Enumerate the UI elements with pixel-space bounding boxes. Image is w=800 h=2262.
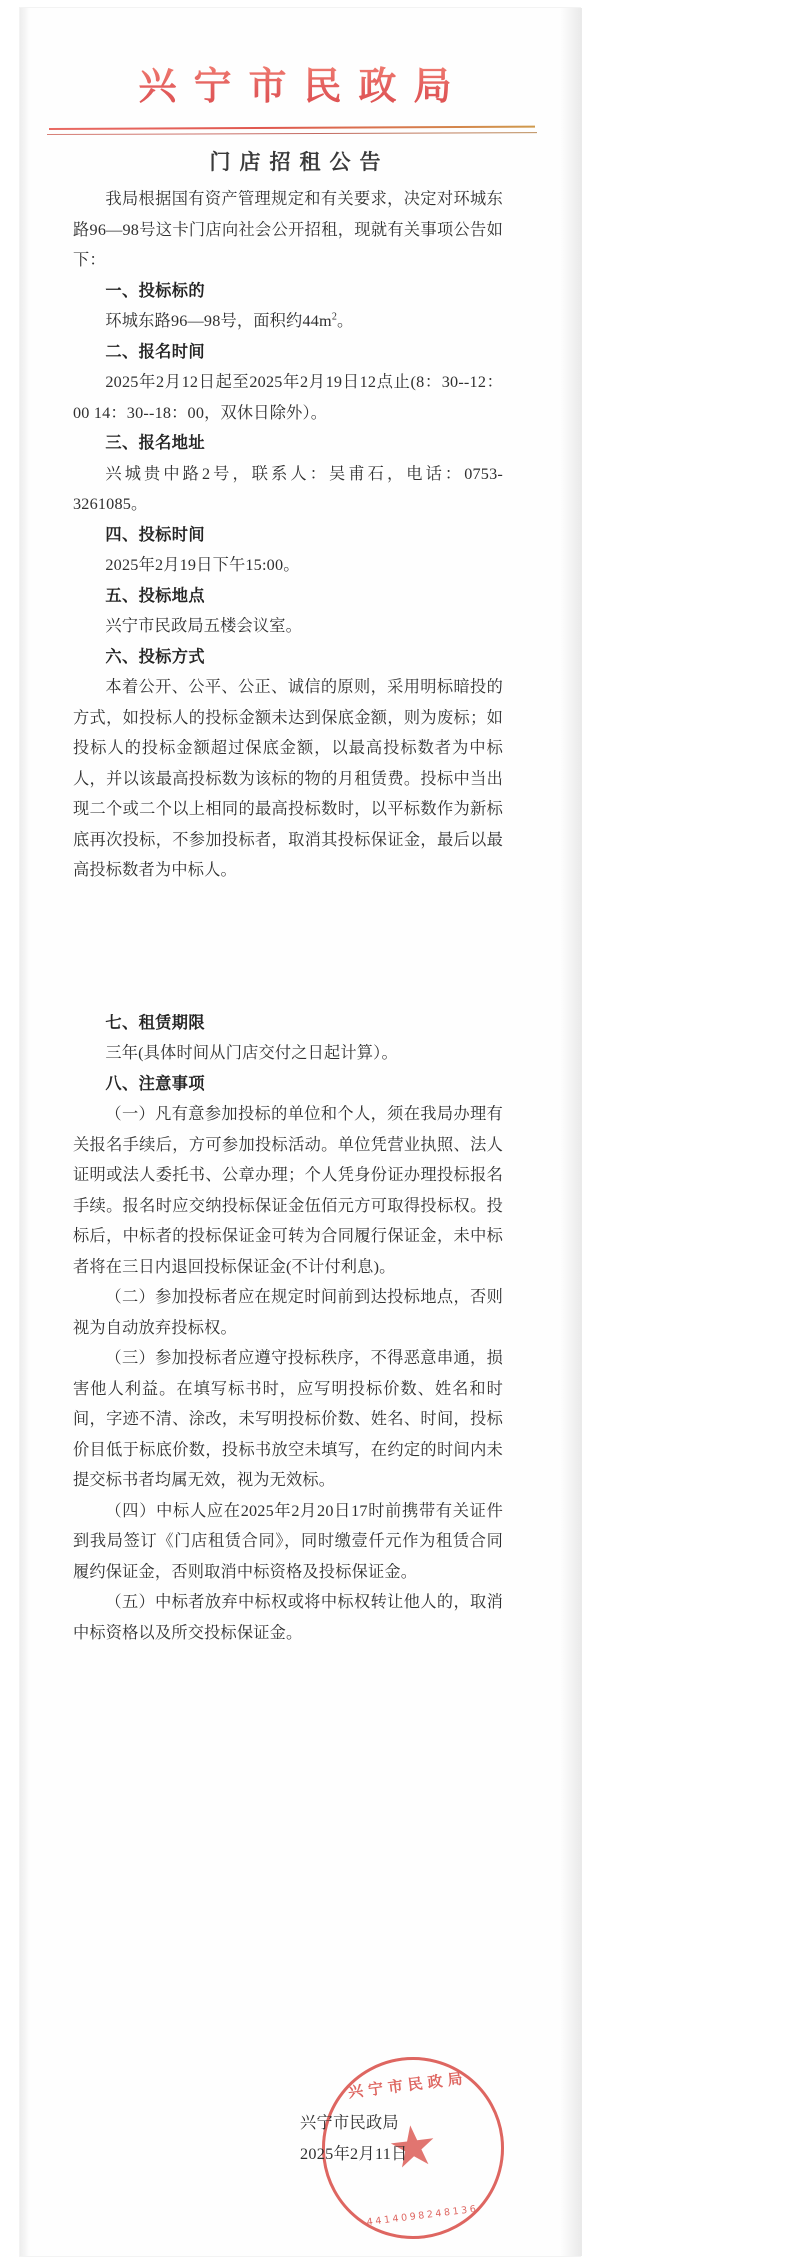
- section-heading-8: 八、注意事项: [105, 1073, 205, 1093]
- section-body-4: 2025年2月19日下午15:00。: [105, 556, 300, 574]
- section-body-2: 2025年2月12日起至2025年2月19日12点止(8：30--12：00 14：30--18：00，双休日除外）。: [73, 373, 503, 422]
- letterhead: [60, 66, 530, 110]
- section-body-1: [73, 306, 503, 337]
- document-body: [73, 184, 503, 1648]
- section-body-7: 三年(具体时间从门店交付之日起计算）。: [105, 1044, 398, 1062]
- seal-star-icon: ★: [387, 2119, 439, 2176]
- section-heading-1: 一、投标标的: [105, 280, 205, 300]
- section-heading-5: 五、投标地点: [105, 585, 205, 605]
- signature-issuer: 兴宁市民政局: [300, 2114, 399, 2132]
- letterhead-rule: [47, 128, 537, 136]
- page-break-whitespace: [73, 886, 503, 1008]
- section-heading-6: 六、投标方式: [105, 646, 205, 666]
- section-body-6: 本着公开、公平、公正、诚信的原则，采用明标暗投的方式，如投标人的投标金额未达到保底金额，则为废标；如投标人的投标金额超过保底金额，以最高投标数者为中标人，并以该最高投标数为该标的物的月租赁费。投标中当出现二个或二个以上相同的最高投标数时，以平标数作为新标底再次投标，不参加投标者，取消其投标保证金，最后以最高投标数者为中标人。: [73, 678, 503, 879]
- seal-organization-text: 兴宁市民政局: [347, 2068, 469, 2102]
- notice-item-4: （四）中标人应在2025年2月20日17时前携带有关证件到我局签订《门店租赁合同》，同时缴壹仟元作为租赁合同履约保证金，否则取消中标资格及投标保证金。: [73, 1501, 503, 1581]
- section-body-5: 兴宁市民政局五楼会议室。: [105, 617, 303, 635]
- signature-block: [300, 2108, 530, 2170]
- notice-item-5: （五）中标者放弃中标权或将中标权转让他人的，取消中标资格以及所交投标保证金。: [73, 1593, 503, 1642]
- section-body-1-text: 环城东路96—98号，面积约$44m^2$。: [105, 311, 354, 330]
- signature-date: 2025年2月11日: [300, 2145, 408, 2163]
- seal-code-text: 4414098248136: [366, 2203, 480, 2229]
- notice-item-1: （一）凡有意参加投标的单位和个人，须在我局办理有关报名手续后，方可参加投标活动。单位凭营业执照、法人证明或法人委托书、公章办理；个人凭身份证办理投标报名手续。报名时应交纳投标保证金伍佰元方可取得投标权。投标后，中标者的投标保证金可转为合同履行保证金，未中标者将在三日内退回投标保证金(不计付利息)。: [73, 1105, 503, 1276]
- notice-item-3: （三）参加投标者应遵守投标秩序，不得恶意串通，损害他人利益。在填写标书时，应写明投标价数、姓名和时间，字迹不清、涂改，未写明投标价数、姓名、时间，投标价目低于标底价数，投标书放空未填写，在约定的时间内未提交标书者均属无效，视为无效标。: [73, 1349, 503, 1489]
- section-heading-3: 三、报名地址: [105, 433, 205, 452]
- section-heading-7: 七、租赁期限: [105, 1012, 205, 1032]
- section-heading-4: 四、投标时间: [105, 524, 205, 544]
- document-title: 门店招租公告: [209, 150, 390, 174]
- letterhead-organization: 兴宁市民政局: [60, 66, 530, 110]
- intro-paragraph: 我局根据国有资产管理规定和有关要求，决定对环城东路96—98号这卡门店向社会公开招租，现就有关事项公告如下：: [73, 190, 503, 269]
- letterhead-rule-secondary: [47, 132, 537, 135]
- section-body-3: 兴城贵中路2号，联系人：吴甫石，电话：0753-3261085。: [73, 464, 503, 513]
- notice-item-2: （二）参加投标者应在规定时间前到达投标地点，否则视为自动放弃投标权。: [73, 1288, 503, 1337]
- section-heading-2: 二、报名时间: [105, 341, 205, 361]
